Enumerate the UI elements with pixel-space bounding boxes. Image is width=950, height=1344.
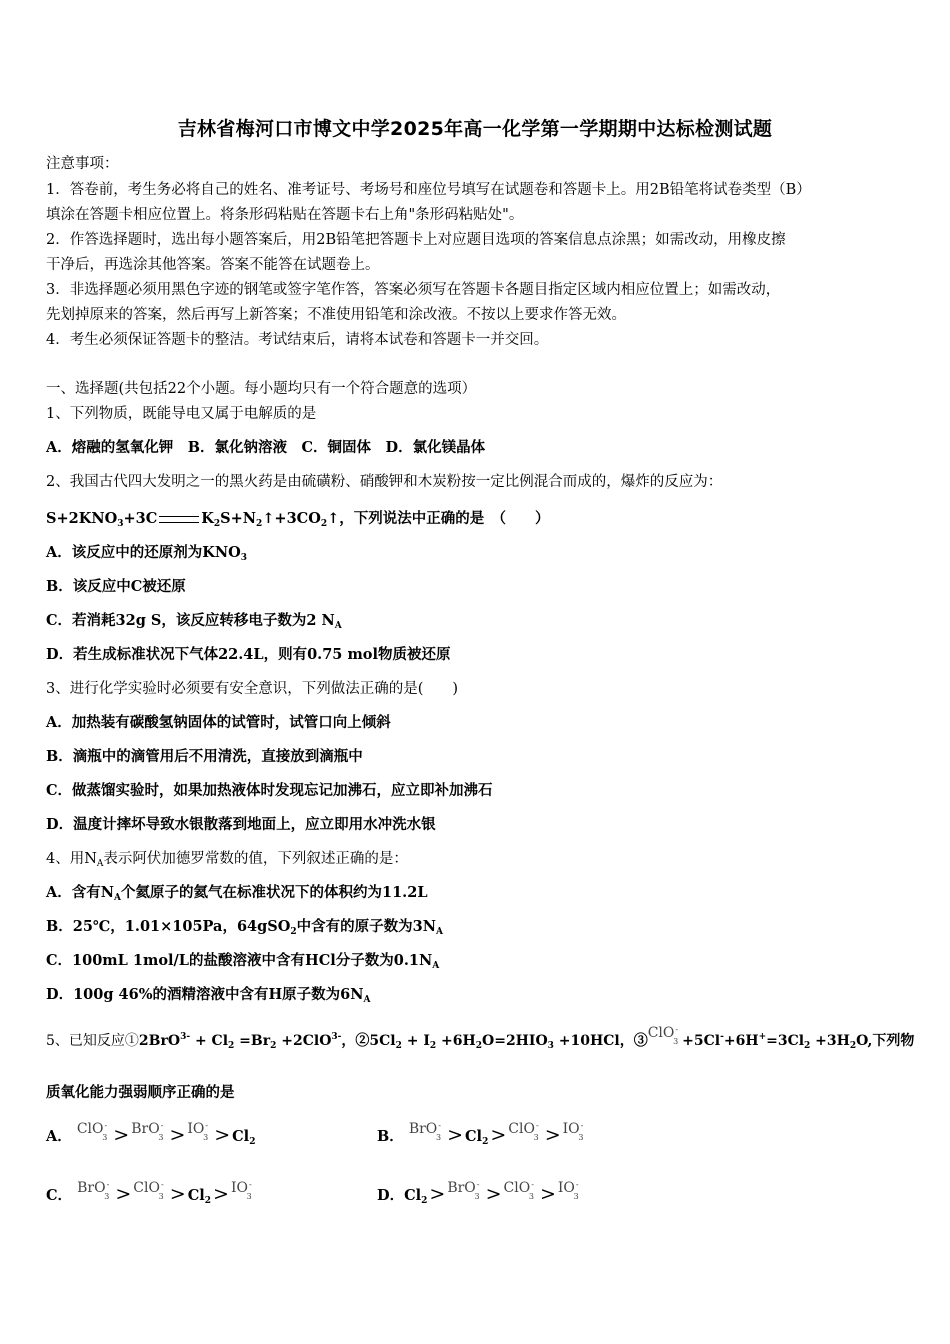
q4-b-sub: 2 — [290, 927, 297, 937]
q2-c-sub: A — [334, 621, 342, 631]
q1-options: A．熔融的氢氧化钾 B．氯化钠溶液 C．铜固体 D．氯化镁晶体 — [46, 439, 486, 456]
q4-option-b — [46, 915, 443, 937]
greater-than: > — [485, 1183, 502, 1205]
r-text: =Br — [234, 1033, 271, 1049]
q5-option-a — [46, 1121, 256, 1147]
r-text: +3H — [810, 1033, 850, 1049]
ion-sup: - — [580, 1121, 584, 1130]
chlorine: Cl — [187, 1187, 205, 1204]
q4-option-d — [46, 983, 371, 1005]
q4-b-text: 中含有的原子数为3N — [296, 918, 436, 935]
ion-text: IO — [187, 1121, 205, 1137]
r-sub: 2 — [849, 1041, 857, 1051]
r-text: O=2HIO — [482, 1033, 548, 1049]
r-text: +10HCl — [553, 1033, 620, 1049]
greater-than: > — [544, 1124, 561, 1146]
r-sup: + — [758, 1032, 767, 1042]
bromate-ion — [447, 1180, 483, 1204]
option-label: C． — [46, 1187, 73, 1204]
ion-sup: - — [535, 1121, 539, 1130]
q2-eq-part: ↑+3CO — [262, 510, 321, 527]
note-2b: 干净后，再选涂其他答案。答案不能答在试题卷上。 — [46, 257, 380, 273]
bromate-ion — [131, 1121, 167, 1145]
q4-option-a — [46, 881, 428, 903]
ion-sup: - — [248, 1180, 252, 1189]
ion-text: BrO — [447, 1180, 476, 1196]
reaction-1 — [139, 1033, 341, 1049]
chlorine: Cl — [232, 1128, 250, 1145]
ion-text: ClO — [76, 1121, 104, 1137]
greater-than: > — [113, 1124, 130, 1146]
greater-than: > — [169, 1124, 186, 1146]
r-text: + Cl — [190, 1033, 229, 1049]
ion-sup: - — [104, 1121, 108, 1130]
ion-sub: 3 — [104, 1192, 110, 1201]
q4-stem-text: 表示阿伏加德罗常数的值，下列叙述正确的是： — [103, 851, 408, 867]
ion-sub: 3 — [573, 1192, 579, 1201]
ion-sup: - — [160, 1180, 164, 1189]
r-sub: 2 — [228, 1041, 235, 1051]
note-3b: 先划掉原来的答案，然后再写上新答案；不准使用铅笔和涂改液。不按以上要求作答无效。 — [46, 307, 626, 323]
chlorate-ion — [508, 1121, 542, 1145]
greater-than: > — [169, 1183, 186, 1205]
q3-stem: 3、进行化学实验时必须要有安全意识，下列做法正确的是( ) — [46, 681, 459, 697]
q5-stem-2: 质氧化能力强弱顺序正确的是 — [46, 1084, 235, 1101]
q3-option-a: A．加热装有碳酸氢钠固体的试管时，试管口向上倾斜 — [46, 714, 391, 731]
ion-sup: - — [106, 1180, 110, 1189]
ion-sub: 3 — [203, 1133, 209, 1142]
r-text: +6H — [723, 1033, 759, 1049]
chlorate-ion — [647, 1025, 682, 1049]
q2-c-text: C．若消耗32g S，该反应转移电子数为2 N — [46, 612, 335, 629]
ion-sub: 3 — [246, 1192, 252, 1201]
ion-sup: - — [205, 1121, 209, 1130]
q2-equation — [46, 507, 550, 529]
ion-text: IO — [230, 1180, 248, 1196]
ion-text: IO — [557, 1180, 575, 1196]
chlorate-ion — [503, 1180, 538, 1204]
chlorate-ion — [76, 1121, 111, 1145]
r-text: =3Cl — [766, 1033, 805, 1049]
ion-sup: - — [438, 1121, 441, 1130]
q4-option-c — [46, 949, 439, 971]
chlorine-sub: 2 — [204, 1196, 212, 1206]
ion-sup: - — [575, 1180, 579, 1189]
chlorine-sub: 2 — [421, 1196, 428, 1206]
ion-sup: - — [531, 1180, 534, 1189]
q4-stem-text: 4、用N — [46, 851, 97, 867]
bromate-ion — [408, 1121, 445, 1145]
iodate-ion — [562, 1121, 588, 1145]
q4-a-text: A．含有N — [46, 884, 115, 901]
ion-text: IO — [562, 1121, 580, 1137]
chlorate-ion — [133, 1180, 167, 1204]
notes-heading: 注意事项： — [46, 156, 119, 172]
q2-a-text: A．该反应中的还原剂为KNO — [46, 544, 241, 561]
ion-sup: - — [476, 1180, 480, 1189]
option-label: D． — [377, 1187, 405, 1204]
q2-eq-part: S+2KNO — [46, 510, 118, 527]
greater-than: > — [429, 1183, 446, 1205]
option-label: B． — [377, 1128, 404, 1145]
r-text: + I — [401, 1033, 430, 1049]
reaction-3 — [682, 1033, 914, 1049]
q2-eq-part: K — [201, 510, 214, 527]
ion-sub: 3 — [528, 1192, 534, 1201]
r-text: O,下列物 — [856, 1033, 915, 1049]
q1-stem: 1、下列物质，既能导电又属于电解质的是 — [46, 406, 317, 422]
r-sub: 2 — [270, 1041, 277, 1051]
q2-option-c — [46, 609, 342, 631]
greater-than: > — [539, 1183, 556, 1205]
q4-d-text: D．100g 46%的酒精溶液中含有H原子数为6N — [46, 986, 364, 1003]
r-sup: 3- — [180, 1032, 191, 1042]
q4-c-sub: A — [432, 961, 440, 971]
ion-text: BrO — [408, 1121, 438, 1137]
greater-than: > — [213, 1183, 229, 1205]
q5-stem-text: ，③ — [619, 1033, 648, 1049]
ion-sub: 3 — [533, 1133, 539, 1142]
note-1b: 填涂在答题卡相应位置上。将条形码粘贴在答题卡右上角"条形码粘贴处"。 — [46, 207, 524, 223]
q4-stem — [46, 847, 408, 869]
iodate-ion — [187, 1121, 212, 1145]
r-sub: 3 — [547, 1041, 554, 1051]
r-sup: - — [720, 1032, 724, 1042]
ion-sub: 3 — [102, 1133, 108, 1142]
q2-eq-sub: 2 — [320, 519, 328, 529]
ion-text: BrO — [131, 1121, 160, 1137]
q2-option-b: B．该反应中C被还原 — [46, 578, 186, 595]
q2-option-a — [46, 541, 247, 563]
r-sup: 3- — [331, 1032, 342, 1042]
ion-sup: - — [675, 1025, 679, 1034]
q2-eq-part: ↑，下列说法中正确的是 （ ） — [327, 510, 550, 527]
q3-option-c: C．做蒸馏实验时，如果加热液体时发现忘记加沸石，应立即补加沸石 — [46, 782, 493, 799]
q2-a-sub: 3 — [240, 553, 248, 563]
ion-sub: 3 — [158, 1192, 164, 1201]
q3-option-b: B．滴瓶中的滴管用后不用清洗，直接放到滴瓶中 — [46, 748, 363, 765]
r-sub: 2 — [429, 1041, 437, 1051]
q2-eq-part: S+N — [220, 510, 256, 527]
r-sub: 2 — [395, 1041, 402, 1051]
q2-stem: 2、我国古代四大发明之一的黑火药是由硫磺粉、硝酸钾和木炭粉按一定比例混合而成的，爆炸的反应为： — [46, 474, 723, 490]
q2-eq-sub: 3 — [117, 519, 124, 529]
ion-sub: 3 — [474, 1192, 480, 1201]
q3-option-d: D．温度计摔坏导致水银散落到地面上，应立即用水冲洗水银 — [46, 816, 436, 833]
q4-a-text: 个氦原子的氦气在标准状况下的体积约为11.2L — [121, 884, 428, 901]
ion-sub: 3 — [673, 1037, 679, 1046]
ion-sub: 3 — [578, 1133, 584, 1142]
q4-a-sub: A — [114, 893, 121, 903]
iodate-ion — [557, 1180, 583, 1204]
ion-sub: 3 — [436, 1133, 442, 1142]
page-title: 吉林省梅河口市博文中学2025年高一化学第一学期期中达标检测试题 — [177, 118, 773, 140]
greater-than: > — [214, 1124, 231, 1146]
q5-option-b — [377, 1121, 587, 1147]
q2-eq-sub: 2 — [213, 519, 221, 529]
chlorine-sub: 2 — [482, 1137, 489, 1147]
q4-stem-sub: A — [96, 859, 104, 869]
ion-text: ClO — [508, 1121, 535, 1137]
q2-eq-part: +3C — [123, 510, 158, 527]
ion-text: ClO — [503, 1180, 531, 1196]
greater-than: > — [490, 1124, 507, 1146]
note-4: 4．考生必须保证答题卡的整洁。考试结束后，请将本试卷和答题卡一并交回。 — [46, 332, 549, 348]
note-1a: 1．答卷前，考生务必将自己的姓名、准考证号、考场号和座位号填写在试题卷和答题卡上。用2B铅笔将试卷类型（B） — [46, 182, 811, 198]
ion-text: BrO — [77, 1180, 106, 1196]
chlorine: Cl — [465, 1128, 483, 1145]
ion-text: ClO — [133, 1180, 160, 1196]
option-label: A． — [46, 1128, 72, 1145]
r-text: +5Cl — [682, 1033, 721, 1049]
q5-stem-text: ，② — [341, 1033, 370, 1049]
q4-c-text: C．100mL 1mol/L的盐酸溶液中含有HCl分子数为0.1N — [46, 952, 433, 969]
q4-d-sub: A — [363, 995, 371, 1005]
greater-than: > — [115, 1183, 132, 1205]
q5-stem — [46, 1025, 915, 1051]
q4-b-sub: A — [435, 927, 443, 937]
equals-sign — [159, 516, 199, 523]
q5-option-c — [46, 1180, 256, 1206]
chlorine-sub: 2 — [249, 1137, 256, 1147]
ion-sub: 3 — [158, 1133, 164, 1142]
r-text: 5Cl — [369, 1033, 396, 1049]
r-text: +2ClO — [276, 1033, 332, 1049]
note-2a: 2．作答选择题时，选出每小题答案后，用2B铅笔把答题卡上对应题目选项的答案信息点涂黑；如需改动，用橡皮擦 — [46, 232, 786, 248]
ion-sup: - — [160, 1121, 164, 1130]
reaction-2 — [369, 1033, 619, 1049]
q4-b-text: B．25℃，1.01×105Pa，64gSO — [46, 918, 291, 935]
q2-eq-sub: 2 — [256, 519, 263, 529]
r-text: +6H — [436, 1033, 476, 1049]
iodate-ion — [230, 1180, 256, 1204]
r-sub: 2 — [475, 1041, 483, 1051]
r-sub: 2 — [804, 1041, 811, 1051]
greater-than: > — [447, 1124, 464, 1146]
chlorine: Cl — [404, 1187, 422, 1204]
ion-text: ClO — [647, 1025, 675, 1041]
q2-option-d: D．若生成标准状况下气体22.4L，则有0.75 mol物质被还原 — [46, 646, 451, 663]
q5-stem-text: 5、已知反应① — [46, 1033, 139, 1049]
r-text: 2BrO — [138, 1033, 181, 1049]
bromate-ion — [77, 1180, 113, 1204]
note-3a: 3．非选择题必须用黑色字迹的钢笔或签字笔作答，答案必须写在答题卡各题目指定区域内相应位置上；如需改动， — [46, 282, 781, 298]
section-heading: 一、选择题(共包括22个小题。每小题均只有一个符合题意的选项） — [46, 381, 477, 397]
q5-option-d — [377, 1180, 583, 1206]
